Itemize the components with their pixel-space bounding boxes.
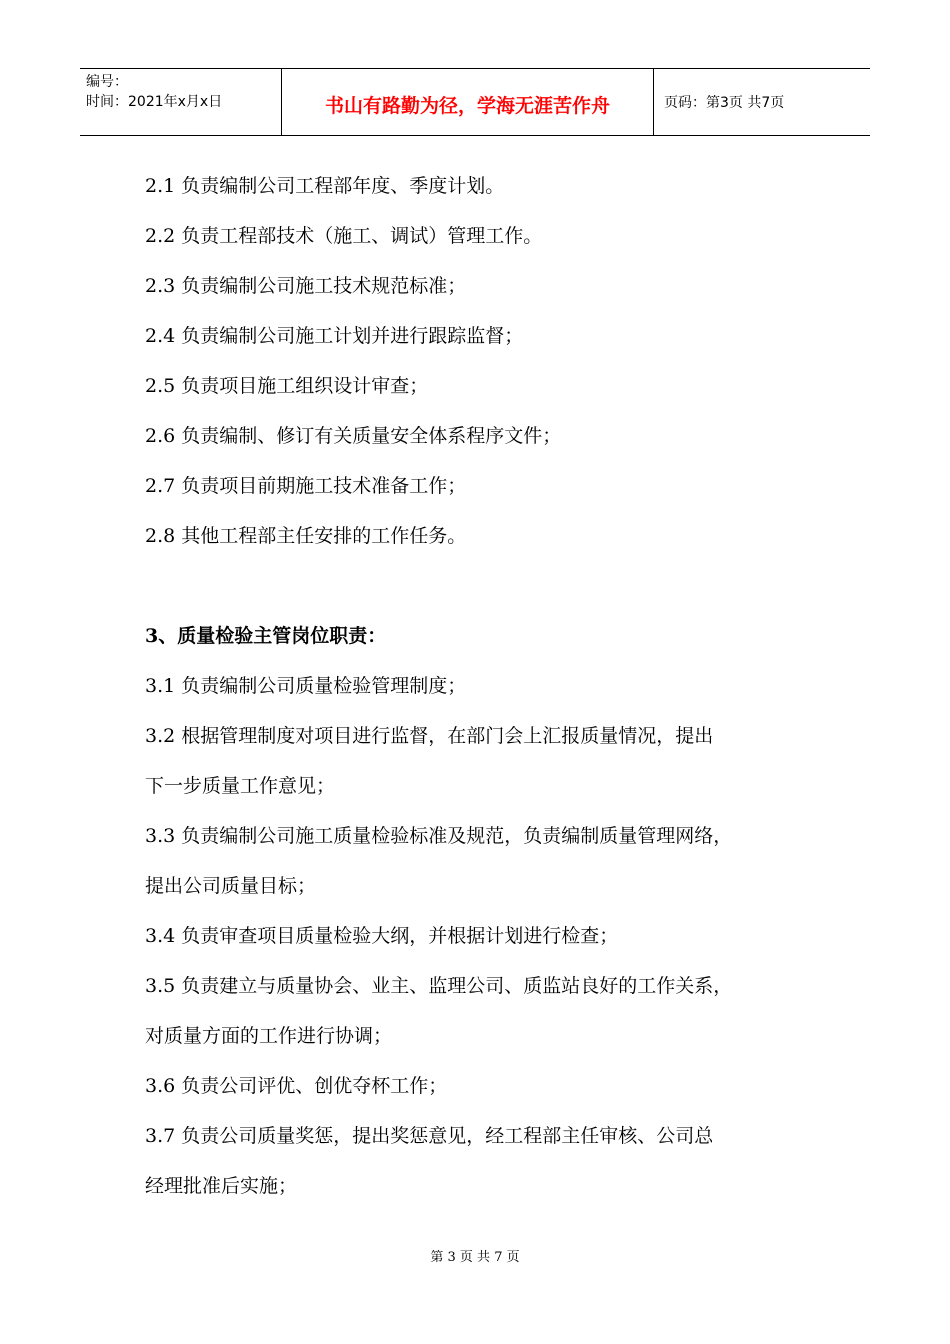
page-header bbox=[80, 68, 870, 136]
section3-line: 3.3 负责编制公司施工质量检验标准及规范，负责编制质量管理网络， bbox=[145, 825, 733, 847]
section2-item: 2.1 负责编制公司工程部年度、季度计划。 bbox=[145, 175, 505, 197]
section3-line: 3.2 根据管理制度对项目进行监督，在部门会上汇报质量情况，提出 bbox=[145, 725, 714, 747]
section3-line: 3.6 负责公司评优、创优夺杯工作； bbox=[145, 1075, 448, 1097]
document-time-label: 时间：2021年x月x日 bbox=[86, 94, 223, 110]
document-number-label: 编号： bbox=[86, 74, 128, 90]
section3-line: 提出公司质量目标； bbox=[145, 875, 317, 897]
section-spacer bbox=[145, 566, 825, 616]
section3-line: 经理批准后实施； bbox=[145, 1175, 298, 1197]
section3-line: 3.4 负责审查项目质量检验大纲，并根据计划进行检查； bbox=[145, 925, 619, 947]
section2-item: 2.2 负责工程部技术（施工、调试）管理工作。 bbox=[145, 225, 543, 247]
header-motto: 书山有路勤为径，学海无涯苦作舟 bbox=[282, 69, 654, 135]
section3-line: 3.7 负责公司质量奖惩，提出奖惩意见，经工程部主任审核、公司总 bbox=[145, 1125, 714, 1147]
page-footer: 第 3 页 共 7 页 bbox=[430, 1250, 520, 1265]
section3-heading: 3、质量检验主管岗位职责： bbox=[145, 625, 387, 647]
document-body bbox=[145, 166, 825, 1216]
section2-item: 2.6 负责编制、修订有关质量安全体系程序文件； bbox=[145, 425, 562, 447]
section2-item: 2.5 负责项目施工组织设计审查； bbox=[145, 375, 429, 397]
header-meta bbox=[80, 69, 282, 135]
section3-line: 3.1 负责编制公司质量检验管理制度； bbox=[145, 675, 467, 697]
section3-line: 下一步质量工作意见； bbox=[145, 775, 336, 797]
header-page-info: 页码：第3页 共7页 bbox=[664, 95, 785, 111]
section2-item: 2.3 负责编制公司施工技术规范标准； bbox=[145, 275, 467, 297]
section2-item: 2.4 负责编制公司施工计划并进行跟踪监督； bbox=[145, 325, 524, 347]
section2-item: 2.8 其他工程部主任安排的工作任务。 bbox=[145, 525, 467, 547]
section2-item: 2.7 负责项目前期施工技术准备工作； bbox=[145, 475, 467, 497]
section3-line: 3.5 负责建立与质量协会、业主、监理公司、质监站良好的工作关系， bbox=[145, 975, 733, 997]
section3-line: 对质量方面的工作进行协调； bbox=[145, 1025, 393, 1047]
